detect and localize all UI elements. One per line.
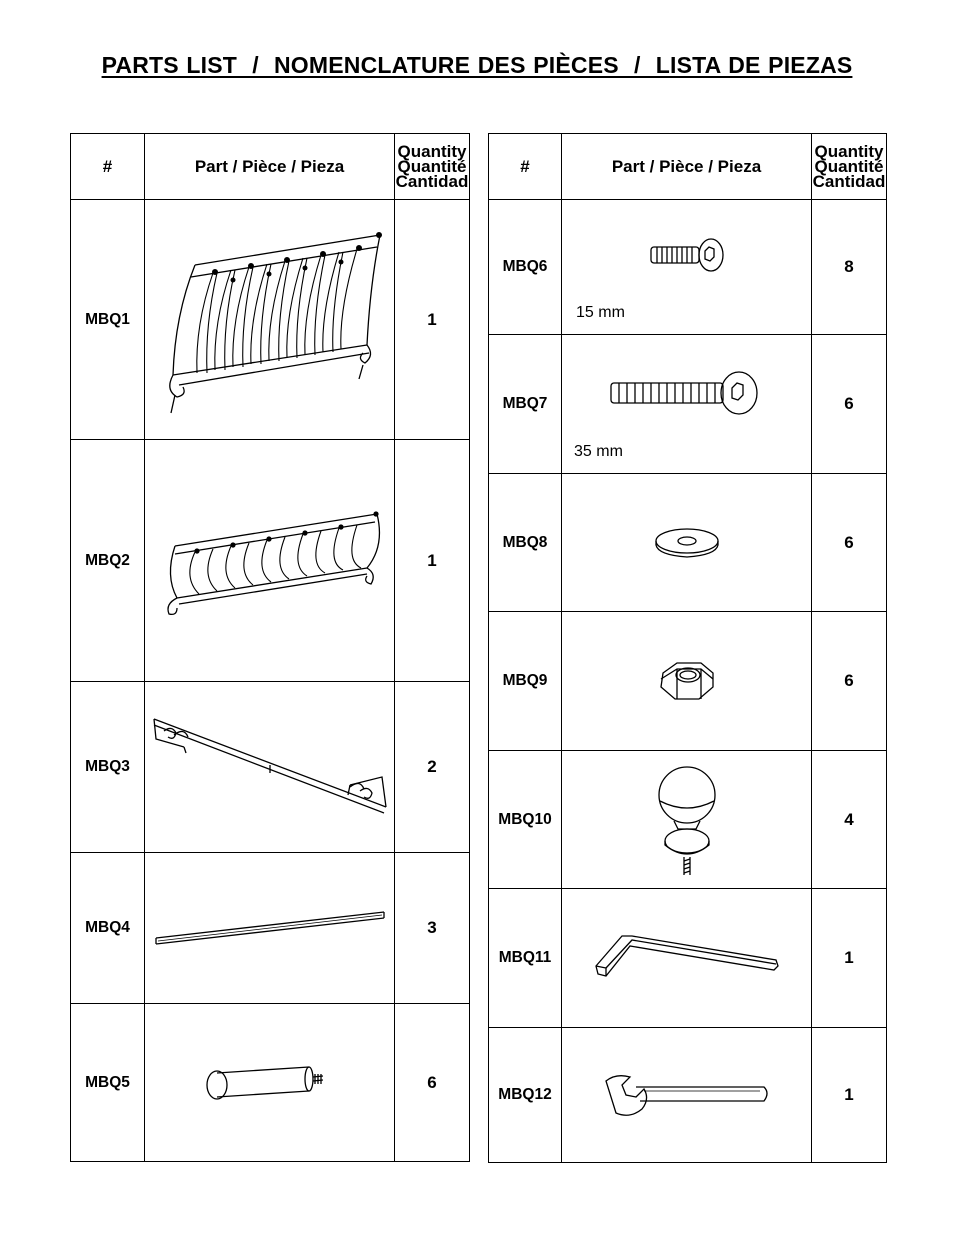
part-image bbox=[562, 751, 812, 889]
part-image bbox=[562, 1028, 812, 1163]
part-quantity: 6 bbox=[812, 612, 887, 751]
header-quantity-fr: Quantité bbox=[397, 157, 467, 176]
header-quantity-es: Cantidad bbox=[812, 172, 886, 191]
standoff-post-icon bbox=[205, 1063, 335, 1103]
part-size-label: 35 mm bbox=[574, 443, 623, 460]
part-number: MBQ8 bbox=[489, 474, 562, 612]
part-number: MBQ4 bbox=[71, 853, 145, 1004]
table-row bbox=[489, 1028, 887, 1163]
part-quantity: 4 bbox=[812, 751, 887, 889]
header-quantity-en: Quantity bbox=[814, 142, 884, 161]
table-row bbox=[489, 335, 887, 474]
part-image bbox=[562, 335, 812, 474]
header-number: # bbox=[71, 134, 145, 200]
part-number: MBQ10 bbox=[489, 751, 562, 889]
part-number: MBQ7 bbox=[489, 335, 562, 474]
table-row bbox=[71, 1004, 470, 1162]
wrench-icon bbox=[602, 1071, 772, 1119]
hex-bolt-long-icon bbox=[607, 369, 767, 419]
straight-bar-icon bbox=[152, 906, 388, 950]
hex-nut-icon bbox=[657, 657, 717, 705]
washer-icon bbox=[652, 525, 722, 561]
part-image bbox=[562, 889, 812, 1028]
allen-key-icon bbox=[592, 930, 782, 986]
table-row bbox=[71, 440, 470, 682]
part-image bbox=[562, 612, 812, 751]
part-quantity: 1 bbox=[812, 889, 887, 1028]
part-number: MBQ1 bbox=[71, 200, 145, 440]
part-number: MBQ12 bbox=[489, 1028, 562, 1163]
table-header-row bbox=[71, 134, 470, 200]
part-number: MBQ9 bbox=[489, 612, 562, 751]
part-number: MBQ2 bbox=[71, 440, 145, 682]
table-row bbox=[489, 474, 887, 612]
part-image bbox=[145, 440, 395, 682]
part-image bbox=[562, 474, 812, 612]
part-quantity: 6 bbox=[812, 474, 887, 612]
part-quantity: 1 bbox=[395, 440, 470, 682]
parts-table-left bbox=[70, 133, 470, 1162]
header-quantity bbox=[812, 134, 887, 200]
part-quantity: 6 bbox=[395, 1004, 470, 1162]
part-quantity: 1 bbox=[395, 200, 470, 440]
header-quantity-fr: Quantité bbox=[814, 157, 884, 176]
header-quantity-es: Cantidad bbox=[395, 172, 469, 191]
part-size-label: 15 mm bbox=[576, 304, 625, 321]
page-title: PARTS LIST / NOMENCLATURE DES PIÈCES / LISTA DE PIEZAS bbox=[101, 52, 853, 78]
header-quantity bbox=[395, 134, 470, 200]
part-image bbox=[145, 1004, 395, 1162]
part-quantity: 6 bbox=[812, 335, 887, 474]
header-part: Part / Pièce / Pieza bbox=[562, 134, 812, 200]
part-quantity: 3 bbox=[395, 853, 470, 1004]
part-quantity: 2 bbox=[395, 682, 470, 853]
part-image bbox=[562, 200, 812, 335]
hex-bolt-short-icon bbox=[647, 237, 727, 277]
table-row bbox=[71, 853, 470, 1004]
table-row bbox=[489, 889, 887, 1028]
part-number: MBQ6 bbox=[489, 200, 562, 335]
header-number: # bbox=[489, 134, 562, 200]
part-number: MBQ3 bbox=[71, 682, 145, 853]
part-number: MBQ5 bbox=[71, 1004, 145, 1162]
table-header-row bbox=[489, 134, 887, 200]
header-quantity-en: Quantity bbox=[397, 142, 467, 161]
curved-rack-frame-small-icon bbox=[155, 506, 385, 616]
header-part: Part / Pièce / Pieza bbox=[145, 134, 395, 200]
table-row bbox=[71, 682, 470, 853]
curved-rack-frame-icon bbox=[155, 225, 385, 415]
scroll-bracket-bar-icon bbox=[150, 717, 390, 817]
table-row bbox=[489, 200, 887, 335]
part-image bbox=[145, 682, 395, 853]
part-quantity: 8 bbox=[812, 200, 887, 335]
table-row bbox=[71, 200, 470, 440]
part-number: MBQ11 bbox=[489, 889, 562, 1028]
part-image bbox=[145, 853, 395, 1004]
table-row bbox=[489, 612, 887, 751]
parts-table-right bbox=[488, 133, 887, 1163]
part-quantity: 1 bbox=[812, 1028, 887, 1163]
table-row bbox=[489, 751, 887, 889]
ball-finial-icon bbox=[652, 765, 722, 875]
part-image bbox=[145, 200, 395, 440]
